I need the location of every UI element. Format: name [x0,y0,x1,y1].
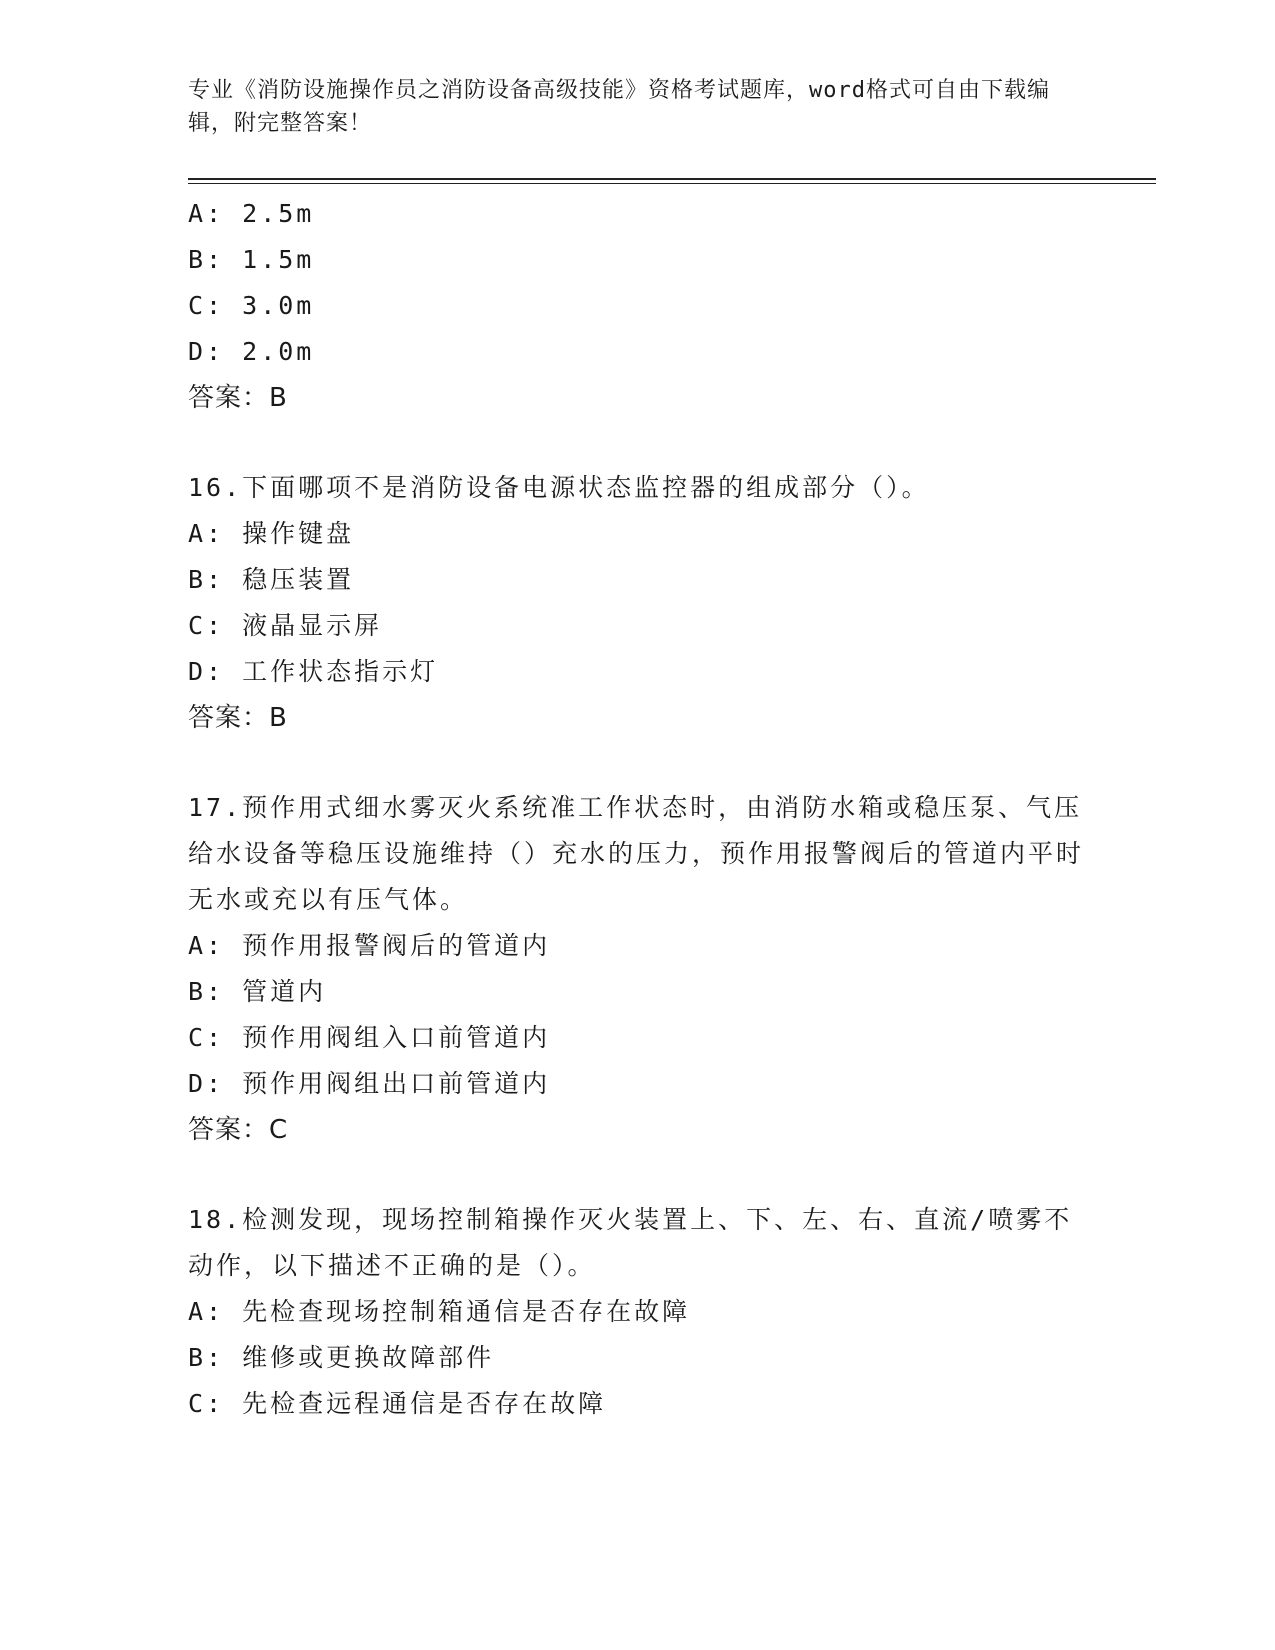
question-16 [188,465,1088,741]
question-18 [188,1197,1088,1427]
option-c: C: 液晶显示屏 [188,611,383,640]
option-b: B: 稳压装置 [188,565,355,594]
option-b: B: 管道内 [188,977,327,1006]
option-b: B: 维修或更换故障部件 [188,1343,495,1372]
option-b: B: 1.5m [188,245,315,274]
question-list [188,191,1088,1427]
header-divider-thin [188,183,1156,184]
option-a: A: 操作键盘 [188,519,355,548]
answer: 答案：B [188,703,288,733]
question-stem: 16.下面哪项不是消防设备电源状态监控器的组成部分（）。 [188,473,930,502]
page-header: 专业《消防设施操作员之消防设备高级技能》资格考试题库，word格式可自由下载编辑，附完整答案！ [188,78,1050,136]
option-d: D: 预作用阀组出口前管道内 [188,1069,551,1098]
option-c: C: 3.0m [188,291,315,320]
option-a: A: 2.5m [188,199,315,228]
option-a: A: 先检查现场控制箱通信是否存在故障 [188,1297,691,1326]
question-17 [188,785,1088,1153]
option-d: D: 工作状态指示灯 [188,657,439,686]
option-c: C: 预作用阀组入口前管道内 [188,1023,551,1052]
question-15-continued [188,191,1088,421]
option-d: D: 2.0m [188,337,315,366]
question-stem: 18.检测发现，现场控制箱操作灭火装置上、下、左、右、直流/喷雾不动作，以下描述不正确的是（）。 [188,1205,1073,1280]
question-stem: 17.预作用式细水雾灭火系统准工作状态时，由消防水箱或稳压泵、气压给水设备等稳压设施维持（）充水的压力，预作用报警阀后的管道内平时无水或充以有压气体。 [188,793,1085,914]
answer: 答案：B [188,383,288,413]
header-divider [188,178,1156,180]
option-c: C: 先检查远程通信是否存在故障 [188,1389,607,1418]
option-a: A: 预作用报警阀后的管道内 [188,931,551,960]
answer: 答案：C [188,1115,289,1145]
